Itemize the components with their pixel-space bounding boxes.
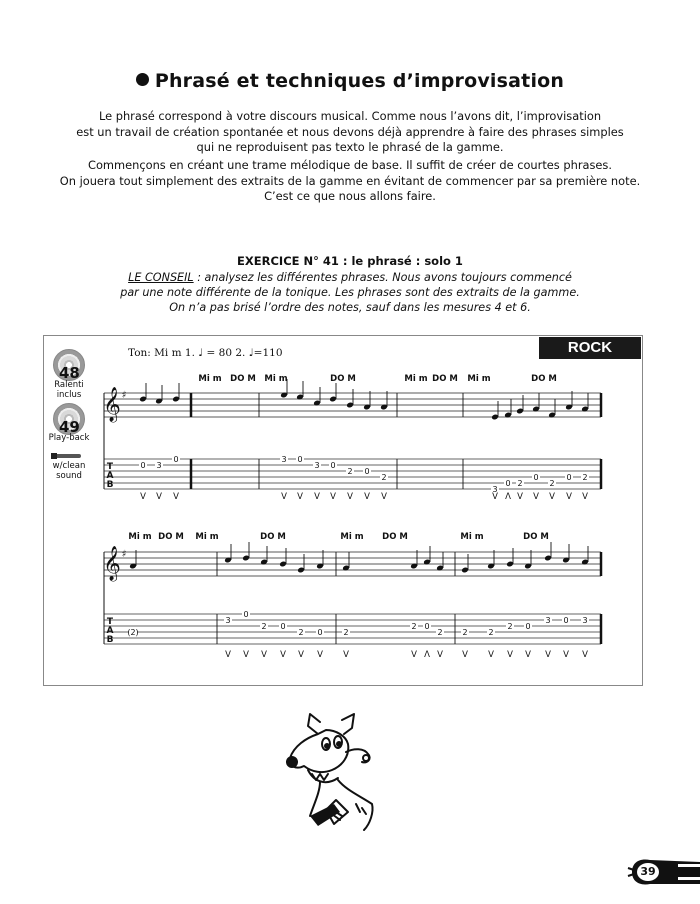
chord-symbol: Mi m <box>340 532 364 542</box>
text-line: On jouera tout simplement des extraits de la gamme en évitant de commencer par sa première note. <box>59 173 641 188</box>
pick-stroke-mark: V <box>488 650 494 660</box>
track-label: Play-back <box>48 433 90 443</box>
chord-symbol: DO M <box>330 374 356 384</box>
tab-fret-number: 2 <box>343 628 349 637</box>
tab-fret-number: 0 <box>330 461 336 470</box>
text-line: par une note différente de la tonique. Les phrases sont des extraits de la gamme. <box>120 286 580 299</box>
pick-stroke-mark: V <box>492 492 498 502</box>
tab-fret-number: 2 <box>437 628 443 637</box>
tab-fret-number: 0 <box>566 473 572 482</box>
tab-fret-number: 0 <box>525 622 531 631</box>
tab-fret-number: 0 <box>243 610 249 619</box>
text-line: qui ne reproduisent pas texto le phrasé de la gamme. <box>196 140 504 154</box>
tab-fret-number: 3 <box>156 461 162 470</box>
pick-stroke-mark: V <box>297 492 303 502</box>
system-1 <box>103 374 601 502</box>
tab-fret-number: 2 <box>261 622 267 631</box>
tab-fret-number: 3 <box>314 461 320 470</box>
tab-fret-number: 0 <box>297 455 303 464</box>
tab-fret-number: 0 <box>317 628 323 637</box>
pick-stroke-mark: V <box>330 492 336 502</box>
pick-stroke-mark: V <box>582 650 588 660</box>
pick-stroke-mark: V <box>225 650 231 660</box>
chord-symbol: DO M <box>432 374 458 384</box>
tab-fret-number: 3 <box>281 455 287 464</box>
pick-stroke-mark: V <box>243 650 249 660</box>
chord-symbol: Mi m <box>264 374 288 384</box>
pick-stroke-mark: V <box>462 650 468 660</box>
tab-fret-number: 0 <box>563 616 569 625</box>
tab-fret-number: 2 <box>517 479 523 488</box>
tab-fret-number: 3 <box>492 485 498 494</box>
track-label: Ralenti inclus <box>54 380 84 400</box>
pick-stroke-mark: V <box>314 492 320 502</box>
tab-fret-number: 2 <box>411 622 417 631</box>
tab-fret-number: 0 <box>533 473 539 482</box>
tab-letter: A <box>106 626 114 636</box>
tab-letter: B <box>106 480 114 490</box>
tab-fret-number: 0 <box>140 461 146 470</box>
chord-symbol: DO M <box>158 532 184 542</box>
tempo-marking: Ton: Mi m 1. ♩ = 80 2. ♩=110 <box>128 347 283 359</box>
pick-stroke-mark: V <box>563 650 569 660</box>
exercise-title: EXERCICE N° 41 : le phrasé : solo 1 <box>237 254 463 268</box>
mascot-illustration <box>280 712 400 832</box>
chord-symbol: DO M <box>260 532 286 542</box>
pick-stroke-mark: V <box>140 492 146 502</box>
tab-fret-number: 0 <box>280 622 286 631</box>
tab-fret-number: 2 <box>582 473 588 482</box>
page-number: 39 <box>637 863 659 881</box>
chord-symbol: Mi m <box>198 374 222 384</box>
style-badge: ROCK <box>539 337 641 359</box>
track-number: 49 <box>59 418 80 436</box>
pick-stroke-mark: V <box>549 492 555 502</box>
sharp-icon: ♯ <box>121 390 127 401</box>
sharp-icon: ♯ <box>121 549 127 560</box>
tab-letter: B <box>106 635 114 645</box>
text-line: : analysez les différentes phrases. Nous avons toujours commencé <box>197 271 572 284</box>
pick-stroke-mark: V <box>173 492 179 502</box>
treble-clef-icon: 𝄞 <box>103 546 121 581</box>
section-heading-text: Phrasé et techniques d’improvisation <box>154 70 565 92</box>
pick-stroke-mark: V <box>261 650 267 660</box>
pick-stroke-mark: Λ <box>424 650 430 660</box>
pick-stroke-mark: V <box>364 492 370 502</box>
text-line: On n’a pas brisé l’ordre des notes, sauf dans les mesures 4 et 6. <box>169 301 531 314</box>
tab-fret-number: 2 <box>381 473 387 482</box>
pick-stroke-mark: V <box>566 492 572 502</box>
tab-fret-number: 0 <box>173 455 179 464</box>
tab-fret-number: 2 <box>298 628 304 637</box>
pick-stroke-mark: V <box>281 492 287 502</box>
pick-stroke-mark: V <box>582 492 588 502</box>
treble-clef-icon: 𝄞 <box>103 387 121 422</box>
pick-stroke-mark: V <box>517 492 523 502</box>
system-2 <box>103 532 601 660</box>
tab-fret-number: 2 <box>462 628 468 637</box>
text-line: Commençons en créant une trame mélodique de base. Il suffit de créer de courtes phrases. <box>88 158 612 172</box>
tab-fret-number: 0 <box>424 622 430 631</box>
tab-fret-number: 0 <box>364 467 370 476</box>
tab-fret-number: 3 <box>582 616 588 625</box>
chord-symbol: DO M <box>382 532 408 542</box>
pick-stroke-mark: V <box>381 492 387 502</box>
chord-symbol: Mi m <box>460 532 484 542</box>
pick-stroke-mark: V <box>411 650 417 660</box>
clean-sound-label: w/clean sound <box>52 461 86 481</box>
conseil-label: LE CONSEIL <box>128 271 194 284</box>
chord-symbol: DO M <box>531 374 557 384</box>
pick-stroke-mark: V <box>525 650 531 660</box>
pick-stroke-mark: V <box>298 650 304 660</box>
tab-letter: T <box>106 617 114 627</box>
chord-symbol: DO M <box>230 374 256 384</box>
tab-letter: T <box>106 462 114 472</box>
pick-stroke-mark: V <box>343 650 349 660</box>
tab-fret-number: 0 <box>505 479 511 488</box>
tab-fret-number: 3 <box>545 616 551 625</box>
pick-stroke-mark: V <box>507 650 513 660</box>
pick-stroke-mark: V <box>317 650 323 660</box>
pick-stroke-mark: V <box>156 492 162 502</box>
pick-stroke-mark: V <box>545 650 551 660</box>
chord-symbol: Mi m <box>195 532 219 542</box>
tab-fret-number: 2 <box>488 628 494 637</box>
text-line: C’est ce que nous allons faire. <box>264 189 436 203</box>
pick-stroke-mark: Λ <box>505 492 511 502</box>
pick-stroke-mark: V <box>347 492 353 502</box>
chord-symbol: Mi m <box>467 374 491 384</box>
text-line: est un travail de création spontanée et nous devons déjà apprendre à faire des phrases simples <box>76 124 624 139</box>
tab-fret-number: 2 <box>549 479 555 488</box>
tab-fret-number: 2 <box>507 622 513 631</box>
chord-symbol: DO M <box>523 532 549 542</box>
pick-stroke-mark: V <box>533 492 539 502</box>
tab-fret-number: 3 <box>225 616 231 625</box>
pick-stroke-mark: V <box>437 650 443 660</box>
chord-symbol: Mi m <box>404 374 428 384</box>
track-number: 48 <box>59 364 80 382</box>
tab-fret-number: (2) <box>127 628 139 637</box>
chord-symbol: Mi m <box>128 532 152 542</box>
text-line: Le phrasé correspond à votre discours musical. Comme nous l’avons dit, l’improvisation <box>98 109 602 123</box>
tab-fret-number: 2 <box>347 467 353 476</box>
pick-stroke-mark: V <box>280 650 286 660</box>
tab-letter: A <box>106 471 114 481</box>
